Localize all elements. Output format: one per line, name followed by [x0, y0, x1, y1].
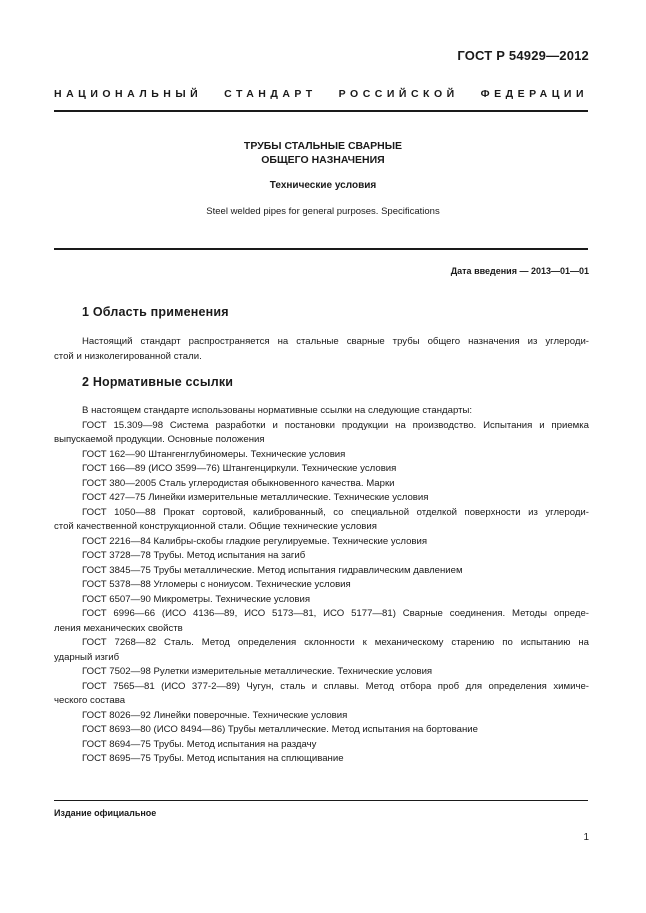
official-edition-label: Издание официальное [54, 808, 157, 818]
reference-line: ГОСТ 1050—88 Прокат сортовой, калиброванный, со специальной отделкой поверхности из углероди- [82, 506, 589, 518]
reference-line: ГОСТ 3845—75 Трубы металлические. Метод испытания гидравлическим давлением [82, 564, 463, 576]
reference-line: ударный изгиб [54, 651, 120, 663]
normative-references-list [54, 404, 589, 767]
reference-line: стой качественной конструкционной стали. Общие технические условия [54, 521, 377, 532]
national-standard-banner: НАЦИОНАЛЬНЫЙ СТАНДАРТ РОССИЙСКОЙ ФЕДЕРАЦИИ [54, 88, 588, 100]
reference-line: ГОСТ 3728—78 Трубы. Метод испытания на загиб [82, 550, 306, 561]
reference-line: ГОСТ 5378—88 Угломеры с нониусом. Технические условия [82, 579, 351, 590]
reference-line: ГОСТ 380—2005 Сталь углеродистая обыкновенного качества. Марки [82, 477, 395, 489]
section-1-heading: 1 Область применения [82, 305, 229, 319]
section-1-line: Настоящий стандарт распространяется на стальные сварные трубы общего назначения из углероди- [82, 336, 589, 347]
reference-line: ГОСТ 166—89 (ИСО 3599—76) Штангенциркули. Технические условия [82, 463, 397, 474]
section-1-text [54, 335, 589, 364]
reference-line: ГОСТ 7565—81 (ИСО 377-2—89) Чугун, сталь и сплавы. Метод отбора проб для определения химиче- [82, 680, 589, 692]
reference-line: ГОСТ 7502—98 Рулетки измерительные металлические. Технические условия [82, 666, 433, 677]
reference-line: выпускаемой продукции. Основные положения [54, 434, 265, 445]
section-2-heading: 2 Нормативные ссылки [82, 375, 234, 389]
reference-line: ГОСТ 8693—80 (ИСО 8494—86) Трубы металлические. Метод испытания на бортование [82, 724, 478, 735]
reference-line: ГОСТ 7268—82 Сталь. Метод определения склонности к механическому старению по испытанию на [82, 637, 589, 648]
reference-line: В настоящем стандарте использованы нормативные ссылки на следующие стандарты: [82, 405, 473, 416]
reference-line: ГОСТ 162—90 Штангенглубиномеры. Технические условия [82, 448, 346, 460]
reference-line: ГОСТ 6996—66 (ИСО 4136—89, ИСО 5173—81, ИСО 5177—81) Сварные соединения. Методы опреде- [82, 608, 589, 619]
title-divider [54, 248, 588, 250]
reference-line: ГОСТ 2216—84 Калибры-скобы гладкие регулируемые. Технические условия [82, 535, 428, 547]
reference-line: ГОСТ 8695—75 Трубы. Метод испытания на сплющивание [82, 753, 344, 764]
title-line-2: ОБЩЕГО НАЗНАЧЕНИЯ [261, 154, 385, 166]
footer-divider [54, 800, 588, 801]
reference-line: ГОСТ 8026—92 Линейки поверочные. Технические условия [82, 709, 348, 721]
page-number: 1 [583, 832, 589, 843]
title-line-1: ТРУБЫ СТАЛЬНЫЕ СВАРНЫЕ [243, 140, 403, 152]
section-1-line: стой и низколегированной стали. [54, 350, 202, 362]
title-subtitle: Технические условия [269, 180, 377, 191]
reference-line: ления механических свойств [54, 622, 183, 634]
reference-line: ГОСТ 427—75 Линейки измерительные металлические. Технические условия [82, 492, 429, 503]
reference-line: ГОСТ 6507—90 Микрометры. Технические условия [82, 593, 311, 605]
reference-line: ГОСТ 8694—75 Трубы. Метод испытания на раздачу [82, 738, 317, 750]
english-title: Steel welded pipes for general purposes. Specifications [206, 206, 440, 217]
introduction-date: Дата введения — 2013—01—01 [450, 266, 589, 276]
reference-line: ГОСТ 15.309—98 Система разработки и постановки продукции на производство. Испытания и приемка [82, 419, 589, 431]
reference-line: ческого состава [54, 695, 126, 706]
document-code: ГОСТ Р 54929—2012 [457, 48, 589, 63]
header-divider [54, 110, 588, 112]
